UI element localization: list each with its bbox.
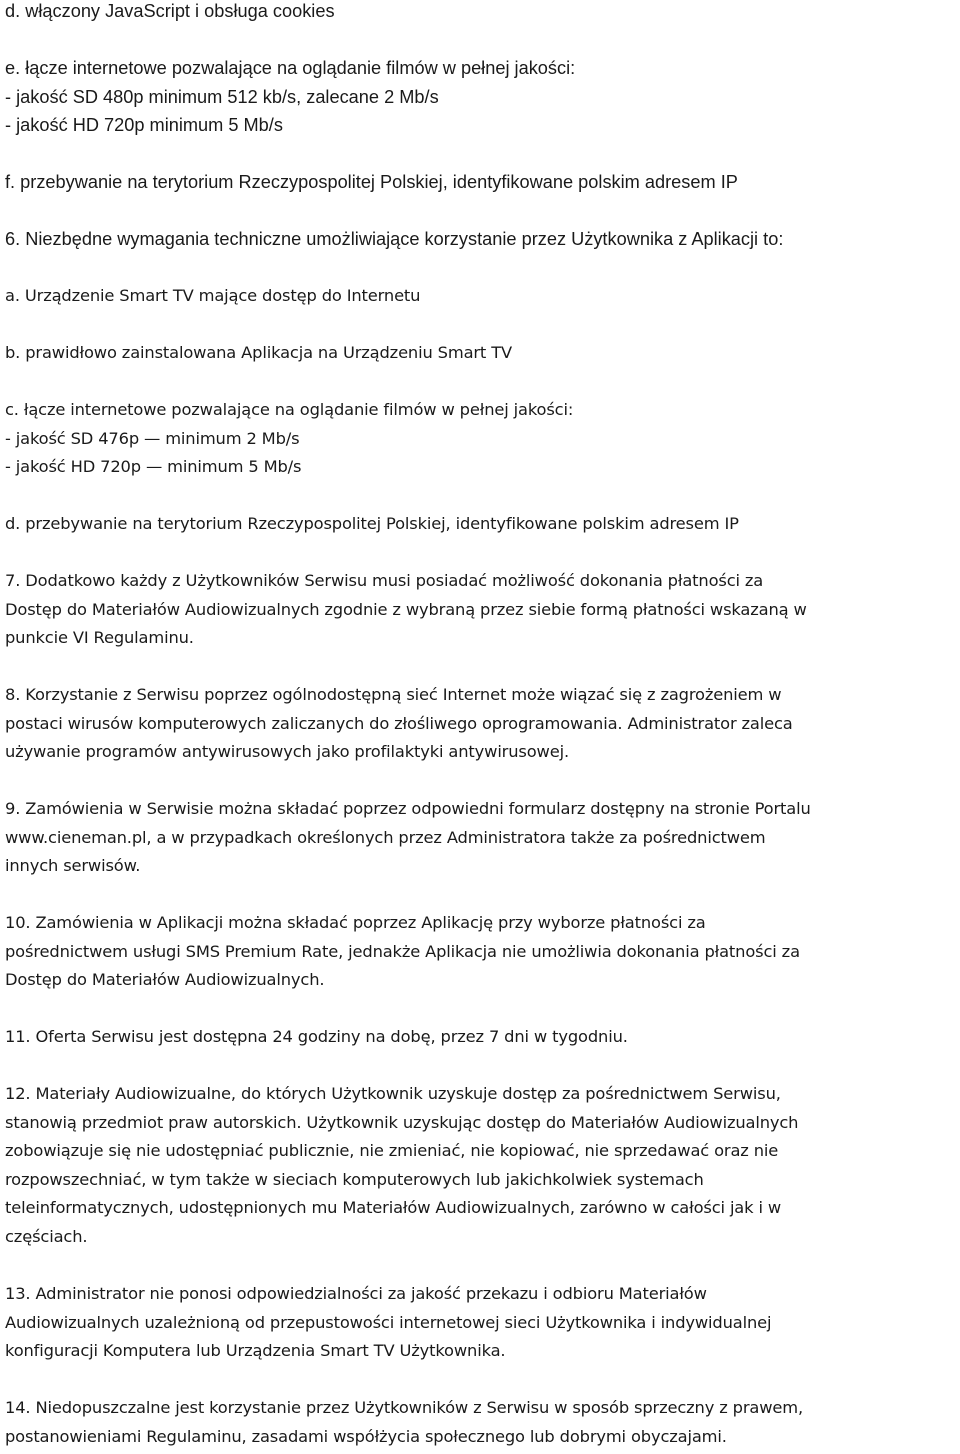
text-line: - jakość SD 480p minimum 512 kb/s, zalecane 2 Mb/s	[5, 86, 439, 107]
text-line: Audiowizualnych uzależnioną od przepustowości internetowej sieci Użytkownika i indywidualnej	[5, 1312, 772, 1332]
text-line: - jakość HD 720p — minimum 5 Mb/s	[5, 457, 302, 477]
paragraph-p7	[5, 567, 957, 653]
paragraph-p11	[5, 1023, 957, 1052]
text-line: d. włączony JavaScript i obsługa cookies	[5, 1, 335, 21]
text-line: 14. Niedopuszczalne jest korzystanie przez Użytkowników z Serwisu w sposób sprzeczny z prawem,	[5, 1398, 803, 1417]
paragraph-p8	[5, 681, 957, 767]
text-line: używanie programów antywirusowych jako profilaktyki antywirusowej.	[5, 742, 569, 762]
text-line: teleinformatycznych, udostępnionych mu Materiałów Audiowizualnych, zarówno w całości jak i w	[5, 1198, 782, 1218]
text-line: - jakość SD 476p — minimum 2 Mb/s	[5, 428, 300, 448]
text-line: 10. Zamówienia w Aplikacji można składać poprzez Aplikację przy wyborze płatności za	[5, 913, 706, 932]
text-line: rozpowszechniać, w tym także w sieciach komputerowych lub jakichkolwiek systemach	[5, 1169, 704, 1189]
paragraph-p9	[5, 795, 957, 881]
text-line: 9. Zamówienia w Serwisie można składać poprzez odpowiedni formularz dostępny na stronie Portalu	[5, 799, 811, 818]
text-line: częściach.	[5, 1226, 88, 1246]
text-line: punkcie VI Regulaminu.	[5, 628, 194, 648]
paragraph-a-smarttv	[5, 282, 957, 311]
text-line: postaci wirusów komputerowych zaliczanych do złośliwego oprogramowania. Administrator zaleca	[5, 713, 793, 733]
text-line: e. łącze internetowe pozwalające na oglądanie filmów w pełnej jakości:	[5, 58, 576, 78]
text-line: 11. Oferta Serwisu jest dostępna 24 godziny na dobę, przez 7 dni w tygodniu.	[5, 1027, 628, 1046]
text-line: www.cieneman.pl, a w przypadkach określonych przez Administratora także za pośrednictwem	[5, 827, 766, 847]
text-line: innych serwisów.	[5, 856, 141, 876]
text-line: 7. Dodatkowo każdy z Użytkowników Serwisu musi posiadać możliwość dokonania płatności za	[5, 571, 764, 590]
paragraph-p13	[5, 1280, 957, 1366]
text-line: - jakość HD 720p minimum 5 Mb/s	[5, 115, 283, 136]
text-line: postanowieniami Regulaminu, zasadami współżycia społecznego lub dobrymi obyczajami.	[5, 1426, 727, 1446]
text-line: d. przebywanie na terytorium Rzeczypospolitej Polskiej, identyfikowane polskim adresem IP	[5, 514, 739, 533]
text-line: Dostęp do Materiałów Audiowizualnych.	[5, 970, 325, 990]
text-line: Dostęp do Materiałów Audiowizualnych zgodnie z wybraną przez siebie formą płatności wskazaną w	[5, 599, 807, 619]
paragraph-c-connection	[5, 396, 957, 482]
paragraph-e-connection	[5, 54, 957, 140]
paragraph-p6	[5, 225, 957, 254]
paragraph-d-js	[5, 0, 957, 26]
text-line: 13. Administrator nie ponosi odpowiedzialności za jakość przekazu i odbioru Materiałów	[5, 1284, 707, 1303]
paragraph-f-territory	[5, 168, 957, 197]
text-line: stanowią przedmiot praw autorskich. Użytkownik uzyskując dostęp do Materiałów Audiowizualnych	[5, 1112, 799, 1132]
text-line: c. łącze internetowe pozwalające na oglądanie filmów w pełnej jakości:	[5, 400, 574, 419]
text-line: f. przebywanie na terytorium Rzeczypospolitej Polskiej, identyfikowane polskim adresem IP	[5, 172, 738, 192]
paragraph-d-territory	[5, 510, 957, 539]
paragraph-p14	[5, 1394, 957, 1451]
paragraph-b-app	[5, 339, 957, 368]
paragraph-p12	[5, 1080, 957, 1252]
text-line: 6. Niezbędne wymagania techniczne umożliwiające korzystanie przez Użytkownika z Aplikacji to:	[5, 229, 784, 249]
text-line: b. prawidłowo zainstalowana Aplikacja na Urządzeniu Smart TV	[5, 343, 512, 362]
text-line: 8. Korzystanie z Serwisu poprzez ogólnodostępną sieć Internet może wiązać się z zagrożeniem w	[5, 685, 782, 704]
text-line: 12. Materiały Audiowizualne, do których Użytkownik uzyskuje dostęp za pośrednictwem Serwisu,	[5, 1084, 781, 1103]
text-line: konfiguracji Komputera lub Urządzenia Smart TV Użytkownika.	[5, 1341, 506, 1361]
text-line: pośrednictwem usługi SMS Premium Rate, jednakże Aplikacja nie umożliwia dokonania płatności za	[5, 941, 800, 961]
text-line: zobowiązuje się nie udostępniać publicznie, nie zmieniać, nie kopiować, nie sprzedawać oraz nie	[5, 1141, 779, 1161]
paragraph-p10	[5, 909, 957, 995]
text-line: a. Urządzenie Smart TV mające dostęp do Internetu	[5, 286, 421, 305]
